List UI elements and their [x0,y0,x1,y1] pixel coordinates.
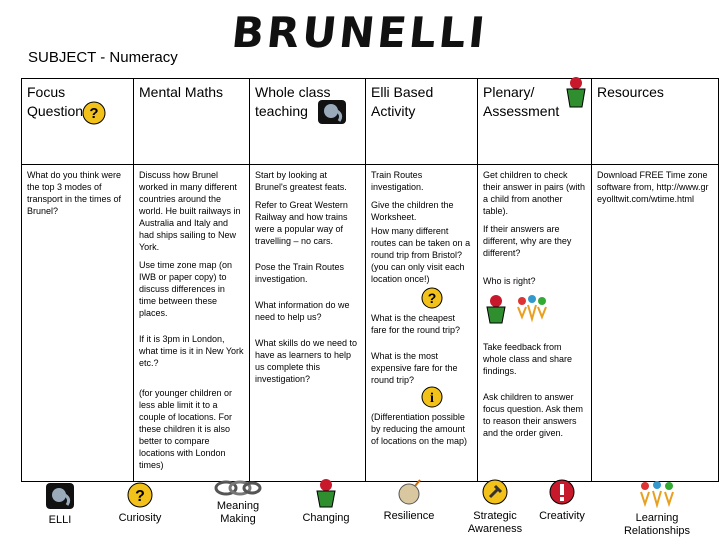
elephant-icon [45,482,75,514]
col-whole-class [250,79,366,165]
plenary-text: If their answers are different, why are they different? [483,224,572,258]
footer-label: ELLI [48,514,72,526]
flower-pot-icon [563,75,589,114]
footer-label: Resilience [383,510,435,522]
focus-question-text: What do you think were the top 3 modes of transport in the times of Brunel? [27,170,122,216]
mental-maths-text: Use time zone map (on IWB or paper copy) to discuss differences in time between these places. [139,260,233,318]
footer-item-elli [40,482,80,527]
plenary-text: Who is right? [483,276,536,286]
cell-plenary [478,165,592,482]
elephant-icon [317,99,347,130]
chain-icon [214,480,262,500]
footer-label: Learning Relationships [623,512,691,537]
elli-activity-text: What is the cheapest fare for the round trip? [371,313,461,335]
question-icon [127,482,153,512]
question-icon [82,101,106,130]
cell-mental-maths [134,165,250,482]
cell-elli-activity [366,165,478,482]
flower-pot-icon [313,478,339,512]
brand-logo: BRUNELLI [229,8,491,57]
plenary-text: Get children to check their answer in pairs (with a child from another table). [483,170,586,216]
col-plenary [478,79,592,165]
svg-text:?: ? [89,105,99,122]
col-focus-question [22,79,134,165]
elli-activity-text: (Differentiation possible by reducing the amount of locations on the map) [371,412,468,446]
plenary-text: Ask children to answer focus question. Ask them to reason their answers and the order given. [483,392,584,438]
col-resources-label: Resources [597,84,664,100]
footer-label: Creativity [539,510,585,522]
people-icon [512,293,552,328]
col-mental-label: Mental Maths [139,84,224,100]
svg-text:?: ? [427,290,437,306]
elli-activity-text: Give the children the Worksheet. [371,200,454,222]
hammer-icon [481,478,509,510]
footer-item-learning-relationships [612,480,702,538]
whole-class-text: Pose the Train Routes investigation. [255,262,345,284]
plenary-icons [483,293,586,327]
col-resources [592,79,719,165]
subject-title: SUBJECT - Numeracy [28,49,178,66]
elli-activity-text: What is the most expensive fare for the round trip? [371,351,458,385]
flower-pot-icon [483,293,509,328]
mental-maths-text: (for younger children or less able limit it to a couple of locations. For these children it is also better to compare locations with London times) [139,388,233,470]
elli-activity-text: How many different routes can be taken on a round trip from Bristol? (you can only visit each location once!) [371,226,471,284]
people-icon [635,480,679,512]
footer-label: Strategic Awareness [467,510,523,535]
whole-class-text: Refer to Great Western Railway and how trains were a popular way of travelling – no cars. [255,200,348,246]
question-icon [421,287,443,312]
mental-maths-text: Discuss how Brunel worked in many different countries around the world. He built railways in Australia and Italy and had ships sailing to New York. [139,170,241,252]
plenary-text: Take feedback from whole class and share findings. [483,342,573,376]
col-whole-label: Whole class teaching [255,84,331,119]
col-plenary-label: Plenary/ Assessment [483,84,560,119]
svg-text:i: i [430,391,434,406]
col-focus-label: Focus Question [27,84,84,119]
exclamation-icon [548,478,576,510]
cell-whole-class [250,165,366,482]
footer-item-curiosity [110,482,170,525]
bomb-icon [395,478,423,510]
svg-text:?: ? [135,488,145,505]
cell-focus-question [22,165,134,482]
whole-class-text: What information do we need to help us? [255,300,350,322]
footer-label: Meaning Making [216,500,260,525]
col-mental-maths [134,79,250,165]
learning-powers-footer [0,478,720,540]
col-elli-activity [366,79,478,165]
footer-item-resilience [374,478,444,523]
header-row [22,79,719,165]
whole-class-text: Start by looking at Brunel's greatest feats. [255,170,347,192]
info-icon [421,386,443,411]
footer-item-meaning-making [208,480,268,526]
col-elli-label: Elli Based Activity [371,84,434,119]
content-row [22,165,719,482]
footer-item-creativity [532,478,592,523]
whole-class-text: What skills do we need to have as learners to help us complete this investigation? [255,338,358,384]
elli-activity-text: Train Routes investigation. [371,170,424,192]
lesson-plan-table [21,78,719,482]
cell-resources [592,165,719,482]
mental-maths-text: If it is 3pm in London, what time is it in New York etc.? [139,334,244,368]
footer-label: Curiosity [118,512,162,524]
footer-item-changing [294,478,358,525]
footer-label: Changing [302,512,350,524]
resources-text: Download FREE Time zone software from, http://www.greyolltwit.com/wtime.html [597,170,709,204]
footer-item-strategic-awareness [460,478,530,536]
